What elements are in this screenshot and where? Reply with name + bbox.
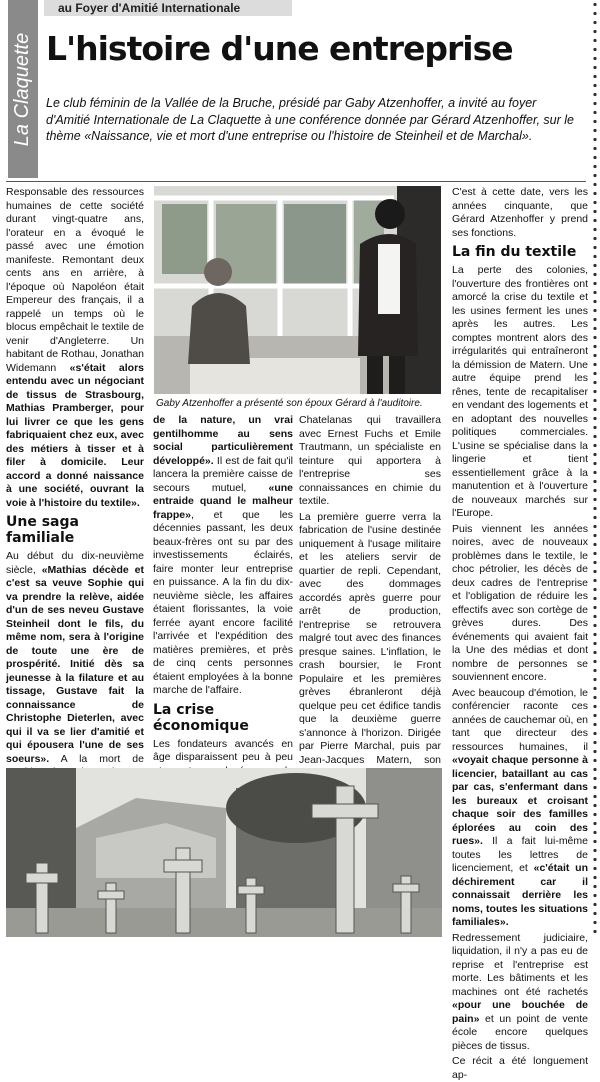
lead-paragraph: Le club féminin de la Vallée de la Bruche, présidé par Gaby Atzenhoffer, a invité au foyer d'Amitié Internationale de La Claquette à une conférence donnée par Gérard Atzenhoffer, sur le thème «Naissance, vie et mort d'une entreprise ou l'histoire de Steinheil et de Marchal».: [46, 96, 574, 143]
photo-caption: Gaby Atzenhoffer a présenté son époux Gérard à l'auditoire.: [156, 398, 423, 409]
kicker: au Foyer d'Amitié Internationale: [58, 1, 241, 15]
cemetery-photo: [6, 768, 442, 937]
col1-subhead: Une saga familiale: [6, 514, 79, 546]
col2-paragraph-2: Les fondateurs avancés en âge disparaissent peu à peu: [153, 737, 293, 763]
col2-paragraph-1: de la nature, un vrai gentilhomme au sens social particulièrement développé». Il est de fait qu'il lancera la première caisse de secours mutuel, «une entraide quand le malheur frappe», et que les décennies passant, les deux beaux-frères ont su par des investissements éclairés, faire monter leur entreprise en puissance. A la fin du dix-neuvième siècle, les affaires étaient florissantes, la voie ferrée ayant encore facilité l'arrivée et l'expédition des matières premières, et près de cinq cents personnes étaient employées à la bonne marche de l'affaire.: [153, 414, 293, 696]
col4-paragraph-1: La perte des colonies, l'ouverture des frontières ont amorcé la crise du textile et les usines ferment les unes après les autres. Les comptes montrent alors des irrégularités qui entraîneront la démission de Matern. Une autre équipe prend les rênes, tente de recapitaliser en vendant des logements et en adoptant des nouvelles politiques commerciales. L'usine se spécialise dans la lingerie et tient essentiellement grâce à la manutention et à l'ouverture de nouveaux marchés sur l'Europe.: [452, 264, 588, 519]
col4-subhead: La fin du textile: [452, 244, 577, 260]
column-3: [299, 414, 441, 764]
col4-paragraph-2: Puis viennent les années noires, avec de nouveaux problèmes dans le textile, le choc pétrolier, les décès de deux cadres de l'entreprise et l'obligation de réduire les effectifs avec son cortège de grèves dures. Des événements qui avaient fait la Une des médias et dont nombre de personnes se souviennent encore.: [452, 522, 588, 683]
col3-paragraph-1: Chatelanas qui travaillera avec Ernest Fuchs et Emile Trautmann, un spécialiste en teinture qui apportera à l'entreprise ses connaissances en chimie du textile.: [299, 414, 441, 507]
page-perforation-edge: [590, 0, 600, 937]
col4-paragraph-3: Avec beaucoup d'émotion, le conférencier raconte ces années de cauchemar où, en tant que directeur des ressources humaines, il «voyait chaque personne à licencier, bataillant au cas par cas, s'enfermant dans les bureaux et croisant chaque soir des familles éplorées au coin des rues». Il a fait lui-même toutes les lettres de licenciement, et «c'était un déchirement car il connaissait derrière les noms, toutes les situations familiales».: [452, 686, 589, 928]
conference-photo: [154, 186, 441, 394]
col2-subhead: La crise économique: [153, 701, 249, 734]
column-2: [153, 414, 293, 764]
rubric-label: La Claquette: [11, 32, 34, 146]
col3-paragraph-2: La première guerre verra la fabrication de l'usine destinée uniquement à l'usage militaire et les ateliers servir de quartier de repli. Cependant, avec des dommages accordés après guerre pour arrêt de production, l'entreprise se retrouvera malgré tout avec des finances presque saines. L'inflation, le crash boursier, le Front Populaire et les premières grèves ébranleront déjà quelque peu cet édifice tandis que la deuxième guerre s'annonce à l'horizon. Dirigée par Pierre Marchal, puis par Jean-Jacques Matern, son: [299, 510, 441, 766]
separator-rule: [6, 181, 586, 182]
headline: L'histoire d'une entreprise: [46, 29, 513, 68]
col1-paragraph-1: Responsable des ressources humaines de cette société durant vingt-quatre ans, l'orateur en a évoqué le passé avec une émotion manifeste. Remontant deux cents ans en arrière, à l'époque où Napoléon était Empereur des français, il a rappelé un temps où le blocus empêchait le textile de venir d'Angleterre. Un habitant de Rothau, Jonathan Widemann «s'était alors entendu avec un négociant de tissus de Strasbourg, Mathias Pramberger, pour lui livrer ce que les gens fabriquaient chez eux, avec des métiers à tisser et à filer à domicile. Leur accord a donné naissance à une société, ouvrant la voie à l'histoire du textile».: [6, 186, 145, 509]
col1-paragraph-2: Au début du dix-neuvième siècle, «Mathias décède et c'est sa veuve Sophie qui va prendre la relève, aidée d'un de ses neveu Gustave Steinheil dont le fils, du même nom, sera à l'origine de toute une ère de prospérité. Initié dès sa jeunesse à la filature et au tissage, Gustave fait la connaissance de Christophe Dieterlen, avec qui il va se lier d'amitié et qui épousera l'une de ses soeurs». A la mort de: [6, 550, 144, 765]
column-1: [6, 186, 145, 765]
col4-paragraph-0: C'est à cette date, vers les années cinquante, que Gérard Atzenhoffer y prend ses fonctions.: [452, 186, 588, 239]
col4-paragraph-4: Redressement judiciaire, liquidation, il n'y a pas eu de reprise et l'entreprise est morte. Les bâtiments et les machines ont été rachetés «pour une bouchée de pain» et un point de vente école encore quelques pièces de tissus.: [452, 931, 588, 1052]
column-4: [452, 186, 589, 1081]
col4-paragraph-5: Ce récit a été longuement ap-: [452, 1055, 588, 1081]
